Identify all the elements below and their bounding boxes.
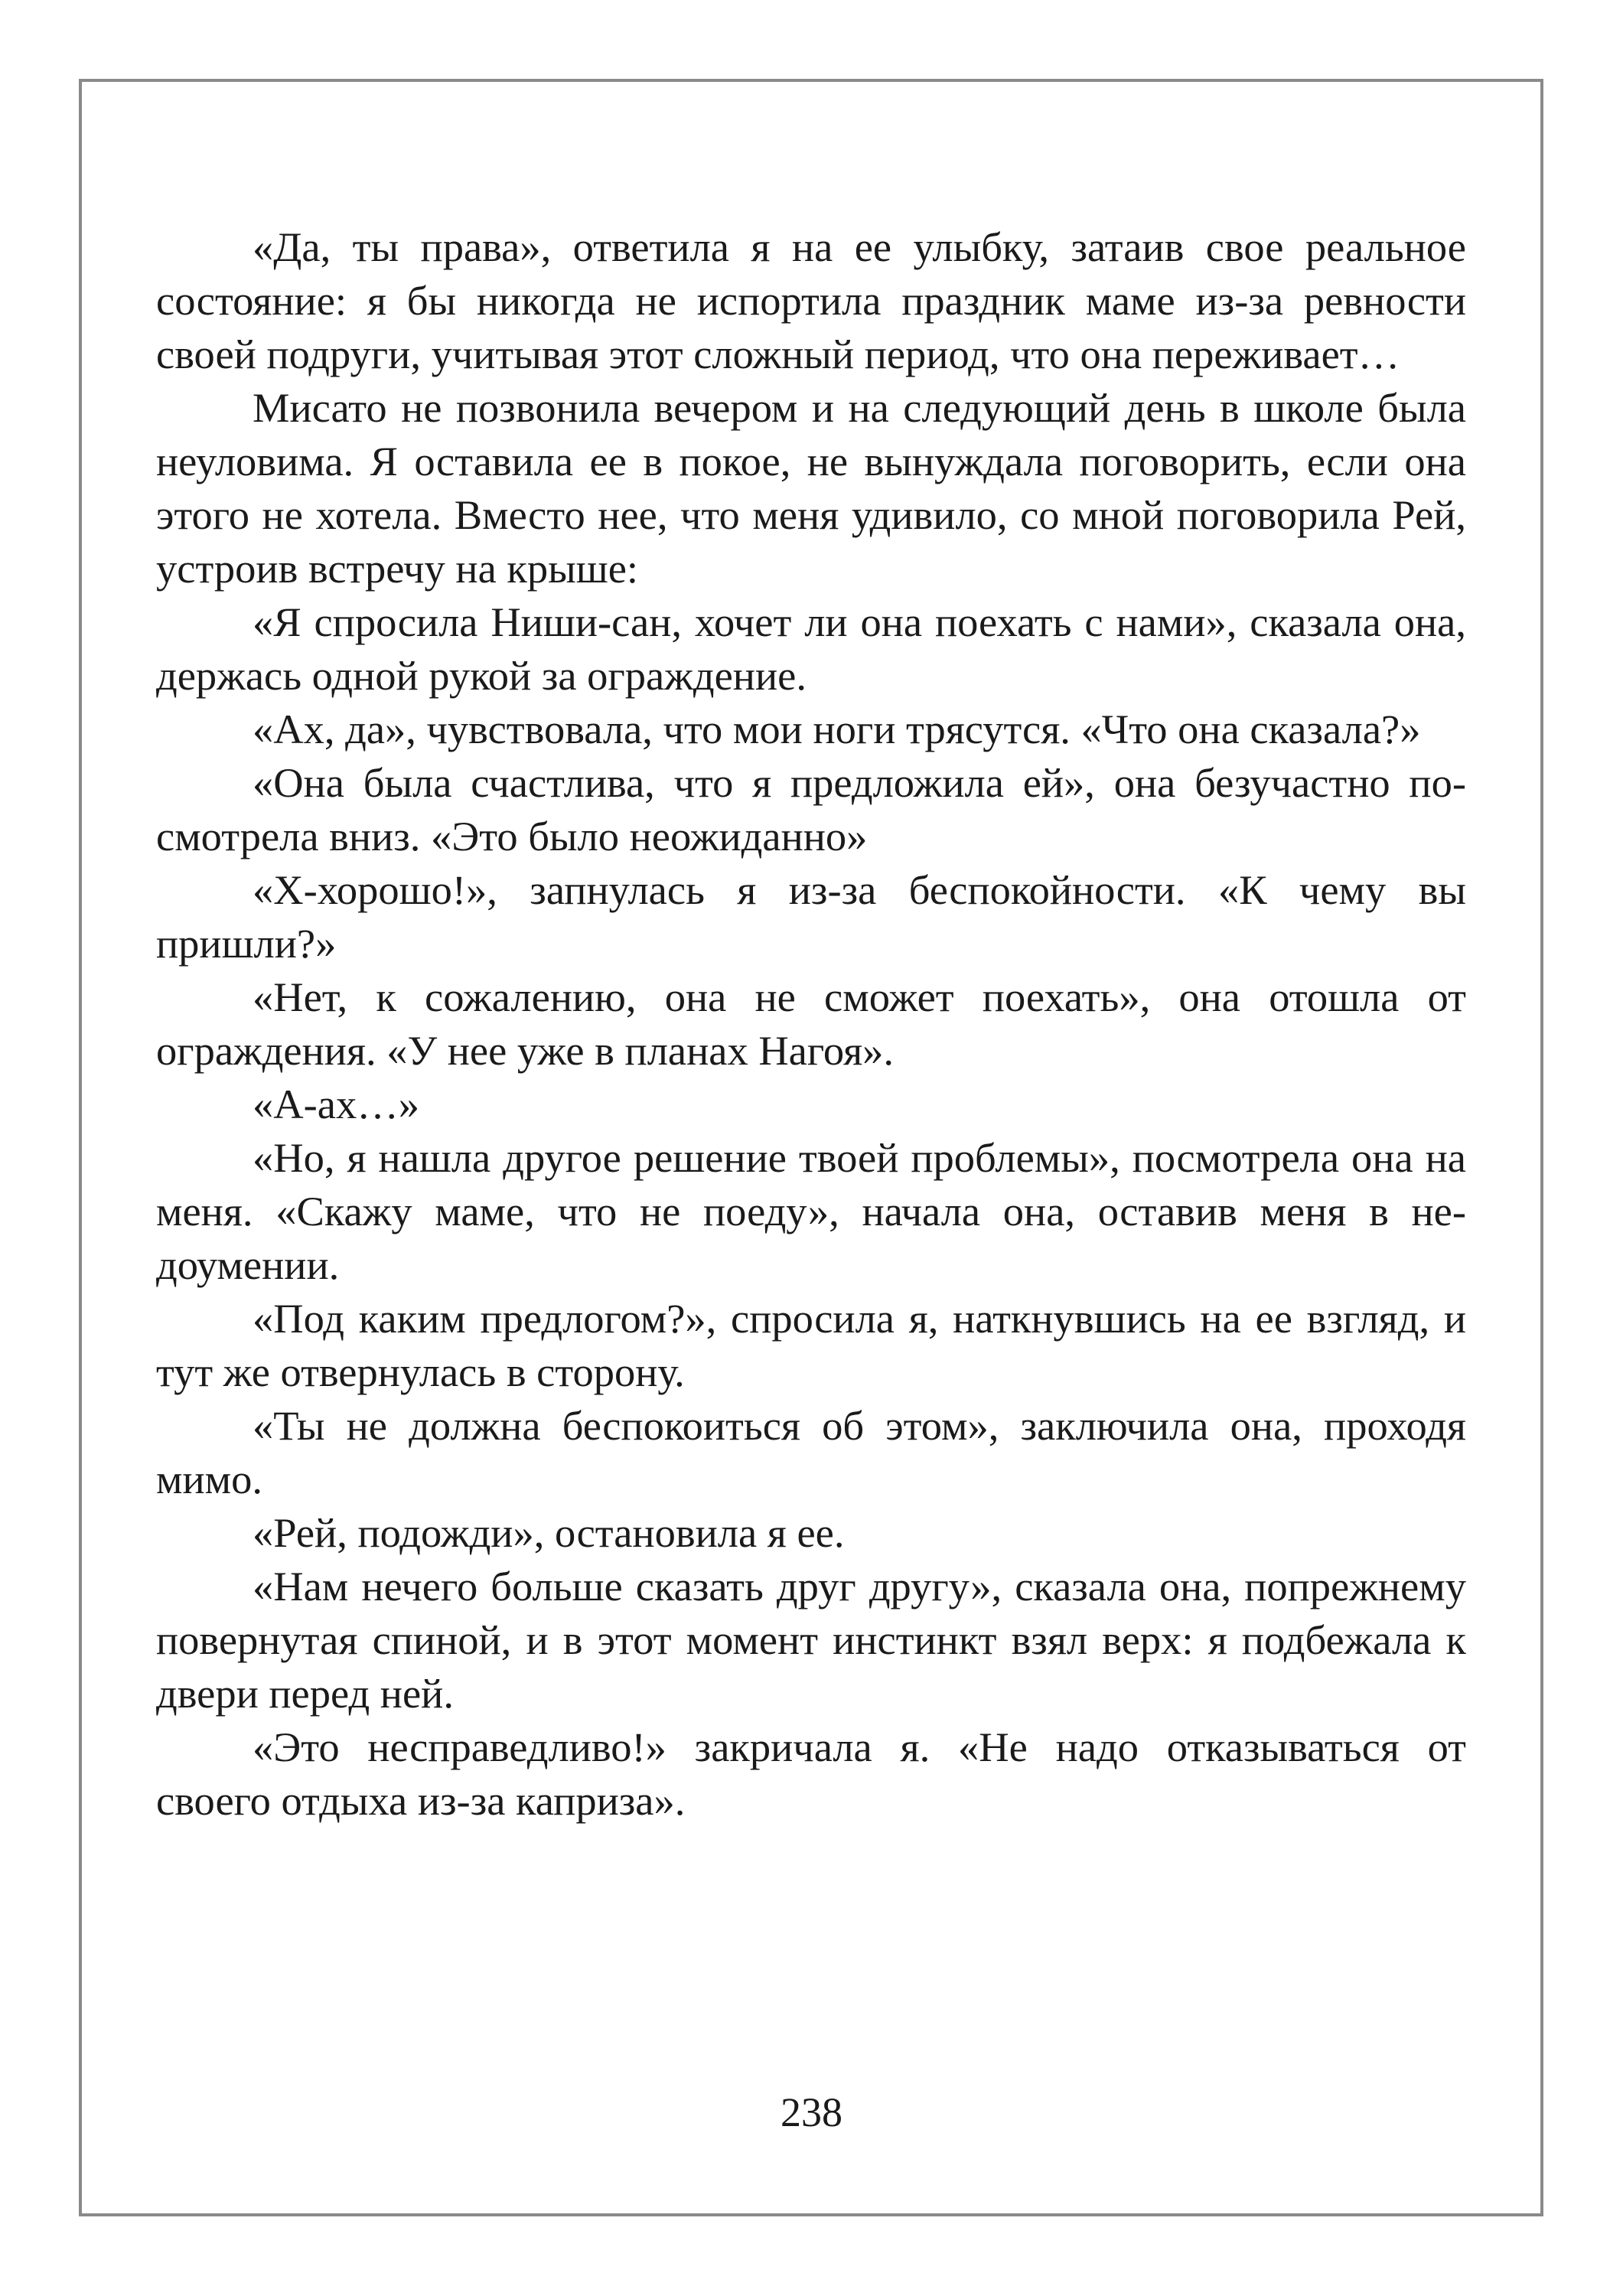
paragraph: «Под каким предлогом?», спросила я, наткнувшись на ее взгляд, и тут же отвернулась в сторону. (156, 1295, 1466, 1395)
paragraph: «Она была счастлива, что я предложила ей», она безучастно посмотрела вниз. «Это было неожиданно» (156, 759, 1466, 859)
paragraph: «Нам нечего больше сказать друг другу», сказала она, попрежнему повернутая спиной, и в этот момент инстинкт взял верх: я подбежала к двери перед ней. (156, 1563, 1466, 1717)
paragraph: Мисато не позвонила вечером и на следующий день в школе была неуловима. Я оставила ее в покое, не вынуждала поговорить, если она этого не хотела. Вместо нее, что меня удивило, со мной поговорила Рей, устроив встречу на крыше: (156, 384, 1466, 592)
paragraph: «Это несправедливо!» закричала я. «Не надо отказываться от своего отдыха из-за каприза». (156, 1724, 1466, 1824)
paragraph: «Я спросила Ниши-сан, хочет ли она поехать с нами», сказала она, держась одной рукой за ограждение. (156, 598, 1466, 699)
paragraph: «Ах, да», чувствовала, что мои ноги трясутся. «Что она сказала?» (253, 706, 1421, 752)
page-number: 238 (781, 2089, 842, 2135)
paragraph: «Х-хорошо!», запнулась я из-за беспокойности. «К чему вы пришли?» (156, 866, 1466, 967)
body-text (156, 220, 1466, 1828)
paragraph: «Ты не должна беспокоиться об этом», заключила она, проходя мимо. (156, 1402, 1466, 1502)
paragraph: «Нет, к сожалению, она не сможет поехать», она отошла от ограждения. «У нее уже в планах Нагоя». (156, 974, 1466, 1074)
paragraph: «Да, ты права», ответила я на ее улыбку, затаив свое реальное состояние: я бы никогда не испортила праздник маме из-за ревности своей подруги, учитывая этот сложный период, что она переживает… (156, 223, 1466, 377)
paragraph: «Но, я нашла другое решение твоей проблемы», посмотрела она на меня. «Скажу маме, что не поеду», начала она, оставив меня в недоумении. (156, 1134, 1466, 1288)
paragraph: «Рей, подожди», остановила я ее. (253, 1509, 845, 1556)
paragraph: «А-ах…» (253, 1081, 419, 1127)
